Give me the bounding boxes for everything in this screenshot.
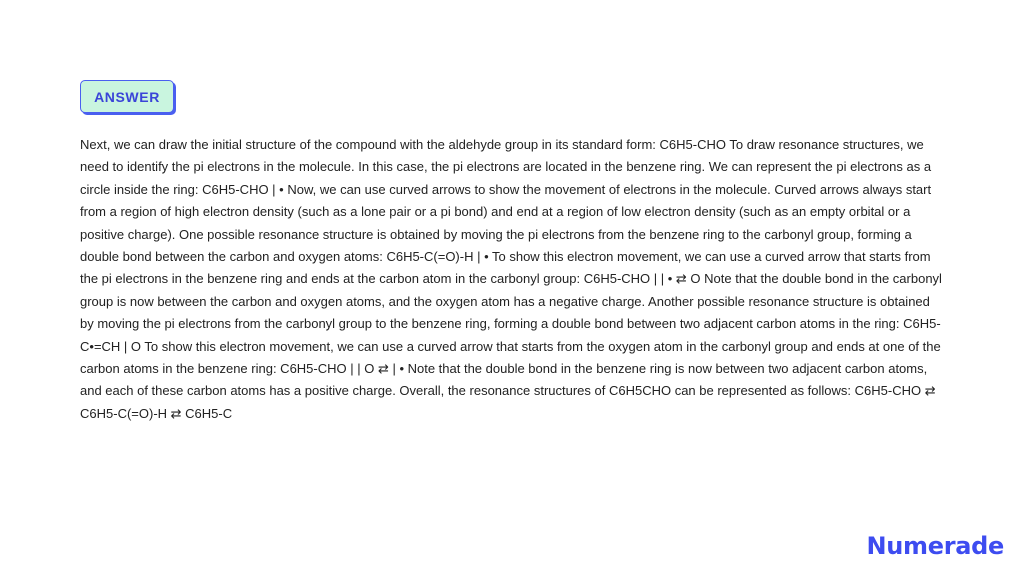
numerade-logo-text: Numerade — [866, 532, 1004, 560]
answer-badge — [80, 80, 174, 113]
answer-badge-label: ANSWER — [94, 88, 160, 105]
answer-text: Next, we can draw the initial structure of the compound with the aldehyde group in its standard form: C6H5-CHO To draw resonance structures, we need to identify the pi electrons in the molecule. In this case, the pi electrons are located in the benzene ring. We can represent the pi electrons as a circle inside the ring: C6H5-CHO | • Now, we can use curved arrows to show the movement of electrons in the molecule. Curved arrows always start from a region of high electron density (such as a lone pair or a pi bond) and end at a region of low electron density (such as an empty orbital or a positive charge). One possible resonance structure is obtained by moving the pi electrons from the benzene ring to the carbonyl group, forming a double bond between the carbon and oxygen atoms: C6H5-C(=O)-H | • To show this electron movement, we can use a curved arrow that starts from the pi electrons in the benzene ring and ends at the carbon atom in the carbonyl group: C6H5-CHO | | • ⇄ O Note that the double bond in the carbonyl group is now between the carbon and oxygen atoms, and the oxygen atom has a negative charge. Another possible resonance structure is obtained by moving the pi electrons from the carbonyl group to the benzene ring, forming a double bond between two adjacent carbon atoms in the ring: C6H5-C•=CH | O To show this electron movement, we can use a curved arrow that starts from the oxygen atom in the carbonyl group and ends at one of the carbon atoms in the benzene ring: C6H5-CHO | | O ⇄ | • Note that the double bond in the benzene ring is now between two adjacent carbon atoms, and each of these carbon atoms has a positive charge. Overall, the resonance structures of C6H5CHO can be represented as follows: C6H5-CHO ⇄ C6H5-C(=O)-H ⇄ C6H5-C — [80, 137, 942, 421]
numerade-logo[interactable] — [866, 528, 1004, 564]
